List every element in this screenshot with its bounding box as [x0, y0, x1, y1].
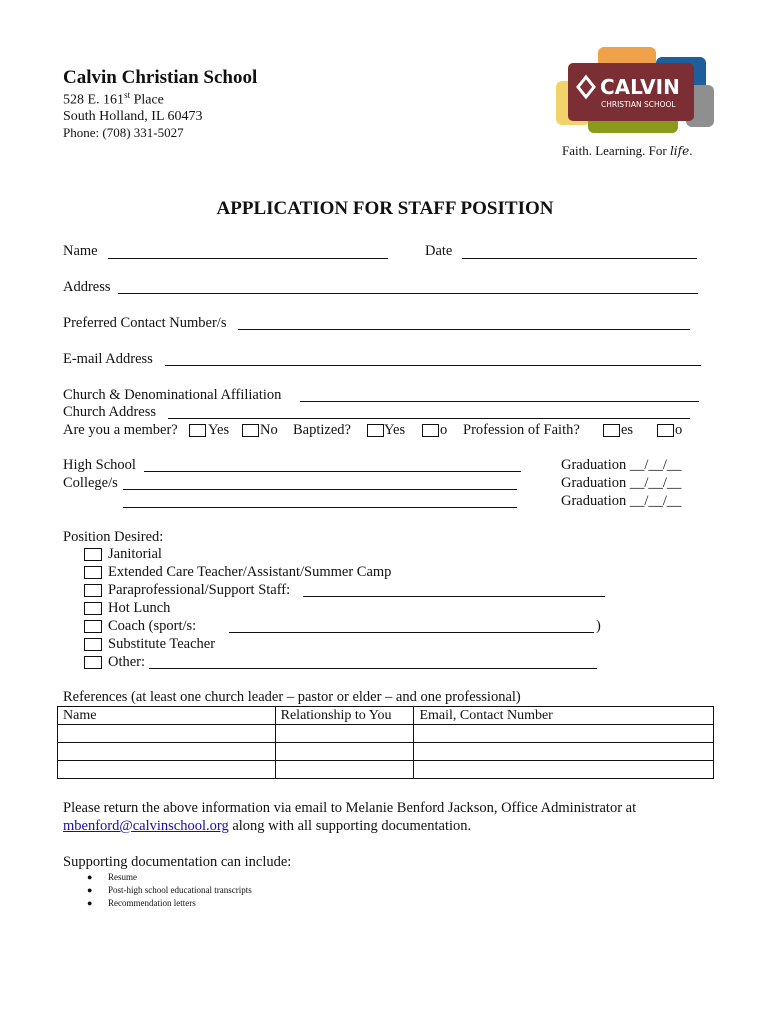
table-row [58, 761, 714, 779]
email-link[interactable]: mbenford@calvinschool.org [63, 818, 229, 834]
ref-cell[interactable] [414, 761, 714, 779]
janitorial-checkbox[interactable] [84, 548, 102, 561]
other-label: Other: [108, 654, 146, 670]
paraprofessional-field[interactable] [303, 596, 605, 597]
profession-question: Profession of Faith? [463, 422, 580, 438]
ref-header-contact: Email, Contact Number [414, 707, 714, 725]
ref-cell[interactable] [58, 761, 276, 779]
form-title: APPLICATION FOR STAFF POSITION [216, 198, 554, 219]
ref-cell[interactable] [275, 743, 414, 761]
church-field[interactable] [300, 401, 699, 402]
return-line-2: mbenford@calvinschool.org along with all supporting documentation. [63, 818, 472, 834]
references-label: References (at least one church leader – pastor or elder – and one professional) [63, 689, 521, 705]
ref-header-relationship: Relationship to You [275, 707, 414, 725]
logo-word: CALVIN [600, 75, 680, 99]
logo-sub: CHRISTIAN SCHOOL [601, 100, 676, 109]
graduation-1: Graduation __/__/__ [561, 457, 682, 473]
janitorial-label: Janitorial [108, 546, 162, 562]
supporting-item: Recommendation letters [108, 898, 196, 908]
extended-care-checkbox[interactable] [84, 566, 102, 579]
supporting-item: Resume [108, 872, 137, 882]
baptized-yes-checkbox[interactable] [367, 424, 384, 437]
address-line-2: South Holland, IL 60473 [63, 109, 203, 124]
ref-cell[interactable] [414, 725, 714, 743]
email-field[interactable] [165, 365, 701, 366]
date-field[interactable] [462, 258, 697, 259]
coach-label: Coach (sport/s: [108, 618, 197, 634]
paraprofessional-label: Paraprofessional/Support Staff: [108, 582, 291, 598]
references-table [57, 706, 714, 779]
college-field-1[interactable] [123, 489, 517, 490]
phone: Phone: (708) 331-5027 [63, 125, 184, 140]
ref-header-name: Name [58, 707, 276, 725]
substitute-label: Substitute Teacher [108, 636, 216, 652]
high-school-field[interactable] [144, 471, 521, 472]
baptized-question: Baptized? [293, 422, 351, 438]
name-label: Name [63, 243, 98, 259]
table-header-row [58, 707, 714, 725]
profession-no-checkbox[interactable] [657, 424, 674, 437]
extended-care-label: Extended Care Teacher/Assistant/Summer Camp [108, 564, 392, 580]
table-row [58, 743, 714, 761]
profession-yes-checkbox[interactable] [603, 424, 620, 437]
church-address-field[interactable] [168, 418, 690, 419]
baptized-yes-label: Yes [384, 422, 406, 438]
name-field[interactable] [108, 258, 388, 259]
graduation-3: Graduation __/__/__ [561, 493, 682, 509]
ref-cell[interactable] [414, 743, 714, 761]
profession-no-label: o [675, 422, 683, 438]
calvin-logo [556, 47, 714, 133]
position-label: Position Desired: [63, 529, 164, 545]
paraprofessional-checkbox[interactable] [84, 584, 102, 597]
coach-checkbox[interactable] [84, 620, 102, 633]
contact-label: Preferred Contact Number/s [63, 315, 227, 331]
bullet-icon: ● [87, 885, 93, 895]
ref-cell[interactable] [275, 761, 414, 779]
date-label: Date [425, 243, 453, 259]
supporting-label: Supporting documentation can include: [63, 854, 292, 870]
college-label: College/s [63, 475, 118, 491]
baptized-no-label: o [440, 422, 448, 438]
tagline: Faith. Learning. For life. [562, 143, 693, 158]
address-field[interactable] [118, 293, 698, 294]
school-name: Calvin Christian School [63, 67, 258, 88]
member-yes-label: Yes [208, 422, 230, 438]
baptized-no-checkbox[interactable] [422, 424, 439, 437]
table-row [58, 725, 714, 743]
coach-field[interactable] [229, 632, 594, 633]
high-school-label: High School [63, 457, 136, 473]
member-yes-checkbox[interactable] [189, 424, 206, 437]
church-label: Church & Denominational Affiliation [63, 387, 282, 403]
coach-close-paren: ) [596, 618, 601, 634]
college-field-2[interactable] [123, 507, 517, 508]
ref-cell[interactable] [58, 725, 276, 743]
hot-lunch-checkbox[interactable] [84, 602, 102, 615]
other-checkbox[interactable] [84, 656, 102, 669]
address-label: Address [63, 279, 111, 295]
ref-cell[interactable] [58, 743, 276, 761]
contact-field[interactable] [238, 329, 690, 330]
address-line-1: 528 E. 161st Place [63, 90, 164, 108]
bullet-icon: ● [87, 898, 93, 908]
email-label: E-mail Address [63, 351, 153, 367]
supporting-item: Post-high school educational transcripts [108, 885, 252, 895]
bullet-icon: ● [87, 872, 93, 882]
member-no-label: No [260, 422, 278, 438]
hot-lunch-label: Hot Lunch [108, 600, 171, 616]
other-field[interactable] [149, 668, 597, 669]
ref-cell[interactable] [275, 725, 414, 743]
church-address-label: Church Address [63, 404, 157, 420]
member-no-checkbox[interactable] [242, 424, 259, 437]
member-question: Are you a member? [63, 422, 178, 438]
profession-yes-label: es [621, 422, 634, 438]
substitute-checkbox[interactable] [84, 638, 102, 651]
return-line-1: Please return the above information via email to Melanie Benford Jackson, Office Administrator at [63, 800, 637, 816]
graduation-2: Graduation __/__/__ [561, 475, 682, 491]
